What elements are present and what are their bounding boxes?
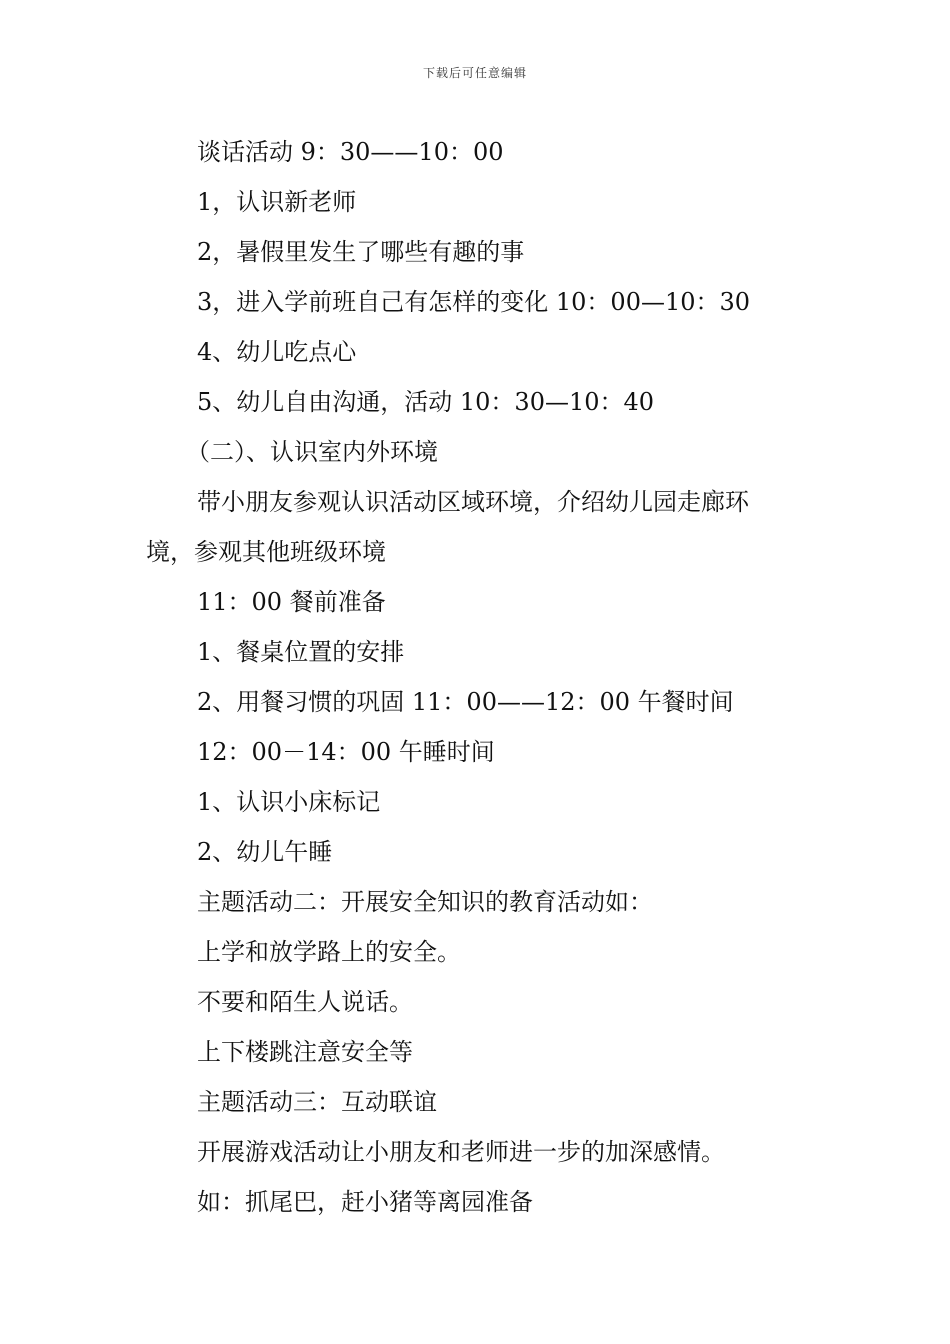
document-body [146,127,811,1227]
paragraph-line: 11：00 餐前准备 [197,588,386,616]
paragraph-line: 上下楼跳注意安全等 [197,1038,413,1066]
paragraph-line: 1、餐桌位置的安排 [197,638,405,666]
section-heading: （二）、认识室内外环境 [186,438,438,466]
paragraph-line: 主题活动二：开展安全知识的教育活动如： [197,888,653,916]
paragraph-line: 1，认识新老师 [197,188,357,216]
paragraph-line: 4、幼儿吃点心 [197,338,357,366]
paragraph-line: 主题活动三：互动联谊 [197,1088,437,1116]
paragraph-line: 开展游戏活动让小朋友和老师进一步的加深感情。 [197,1138,725,1166]
paragraph-line: 2，暑假里发生了哪些有趣的事 [197,238,525,266]
paragraph-line-continued: 境，参观其他班级环境 [146,538,386,566]
paragraph-line: 2、幼儿午睡 [197,838,333,866]
paragraph-line: 5、幼儿自由沟通，活动 10：30—10：40 [197,388,655,416]
paragraph-line: 12：00－14：00 午睡时间 [197,738,495,766]
paragraph-line: 上学和放学路上的安全。 [197,938,461,966]
paragraph-line: 2、用餐习惯的巩固 11：00——12：00 午餐时间 [197,688,734,716]
page-header-note: 下载后可任意编辑 [422,66,527,80]
paragraph-line: 1、认识小床标记 [197,788,381,816]
paragraph-line: 不要和陌生人说话。 [197,988,413,1016]
paragraph-line: 带小朋友参观认识活动区域环境，介绍幼儿园走廊环 [197,488,749,516]
paragraph-line: 如：抓尾巴，赶小猪等离园准备 [197,1188,533,1216]
paragraph-line: 3，进入学前班自己有怎样的变化 10：00—10：30 [197,288,751,316]
paragraph-line: 谈话活动 9：30——10：00 [197,138,504,166]
